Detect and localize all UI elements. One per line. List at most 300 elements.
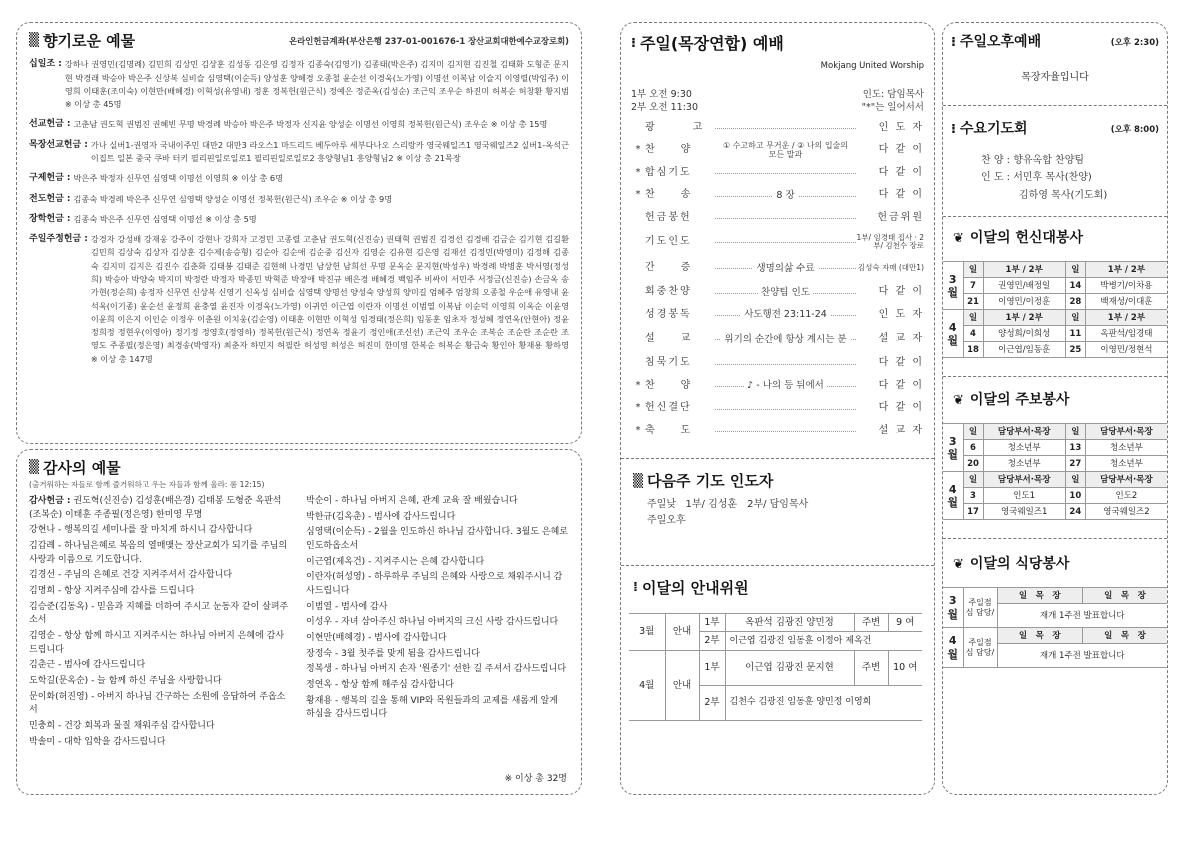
offering-names-text: 김종숙 박은주 신무연 심영택 이명선 [73, 213, 203, 224]
devotion-assignee: 백재성/이대훈 [1085, 294, 1167, 310]
worship-person: 설 교 자 [878, 333, 924, 345]
bulletin-month: 4월 [943, 472, 963, 520]
offering-panel [16, 22, 582, 444]
guides-section [621, 565, 934, 721]
offering-names-text: 강하나 권영민(김명례) 김민희 김상민 김상훈 김성동 김은영 김정자 김종숙(김영기) 김종태(박은주) 김지미 김지현 김진철 김태화 도형준 문지현 박경래 박승아 박은주 신상복 심비슬 심영택(이순득) 양성훈 양혜경 오종철 윤순선 이경욱(노가영) 이명선 이복남 이슬지 이영렬(박임주) 이영희 이태훈(조미숙) 이현만(배혜경) 이혁성(유영내) 정훈 정복헌(원근식) 정예은 정준옥(김성순) 조근익 조우순 하진미 허복순 허창환 황지범 [64, 59, 569, 96]
worship-item: 헌신결단 [645, 402, 692, 414]
offering-names [74, 118, 569, 131]
worship-order-row [631, 304, 924, 327]
worship-person: 다 같 이 [878, 189, 924, 201]
thanks-giver: 이범열 [306, 601, 333, 612]
section-marker-icon: ⁝ [951, 121, 954, 137]
worship-item: 회중찬양 [645, 286, 692, 298]
bulletin-header: 담당부서·목장 [1085, 472, 1167, 488]
offering-names-text: 가나 실버1-권영자 국내이주민 대만2 대만3 라오스1 마드리드 베두아루 세부다나오 스리랑카 영국웨일즈1 영국웨일즈2 실버1-옥석근 이집트 일본 중국 쿠바 터키 필리핀일로일로1 필리핀일로일로2 흥양형님1 흥양형님2 [90, 139, 569, 163]
thanks-message: - 범사에 감사합니다 [368, 633, 447, 644]
worship-order-row [631, 420, 924, 443]
standing-mark: * [635, 166, 641, 178]
worship-person: 1부/ 임경태 집사 · 2부/ 김천수 장로 [856, 232, 924, 251]
devotion-assignee: 옥판석/임경태 [1085, 326, 1167, 342]
worship-panel [620, 22, 935, 795]
worship-item: 합심기도 [645, 166, 692, 178]
worship-item: 설 교 [645, 333, 693, 345]
thanks-message: - 행복의 길을 통해 VIP와 목원들과의 교제를 새롭게 알게 하심을 감사드립니다 [306, 695, 558, 720]
devotion-assignee: 양성희/이희성 [983, 326, 1065, 342]
worship-person: 인 도 자 [878, 308, 924, 320]
standing-mark: * [635, 402, 641, 414]
worship-person: 다 같 이 [878, 402, 924, 414]
worship-order-row [631, 207, 924, 230]
worship-standing-note: "*"는 일어서서 [861, 102, 924, 114]
worship-item: 성경봉독 [645, 308, 692, 320]
thanks-giver: 민충희 [29, 721, 56, 732]
devotion-month: 3월 [943, 262, 963, 310]
dining-month-3: 3월 [943, 588, 963, 628]
worship-order-row [631, 397, 924, 420]
thanks-message: - 지켜주시는 은혜 감사합니다 [368, 556, 485, 567]
thanks-message: - 범사에 감사 [334, 601, 388, 612]
wednesday-title: 수요기도회 [959, 121, 1028, 138]
thanks-message: - 늘 함께 하신 주님을 사랑합니다 [91, 676, 222, 687]
worship-content: 사도행전 23:11-24 [741, 308, 830, 321]
leaf-icon: ❦ [953, 393, 964, 409]
bulletin-header: 담당부서·목장 [983, 472, 1065, 488]
offering-names [65, 58, 569, 111]
bulletin-title-row [953, 391, 1167, 411]
thanks-giver: 박순이 [306, 496, 333, 507]
guides-title: 이달의 안내위원 [641, 578, 749, 597]
thanks-giver: 김명희 [29, 586, 56, 597]
thanks-item [306, 632, 569, 646]
worship-leader: 인도: 담임목사 [862, 88, 924, 100]
guides-month-4: 4월 [629, 650, 665, 720]
thanks-list-right [306, 495, 569, 751]
thanks-item [306, 526, 569, 553]
thanks-message: - 하루하루 주님의 은혜와 사랑으로 채워주시니 감사드립니다 [306, 572, 563, 597]
offering-count: ※ 이상 총 5명 [205, 213, 257, 224]
thanks-list-left [29, 495, 292, 751]
offering-count: ※ 이상 총 9명 [340, 193, 393, 204]
section-marker-icon: ⁝ [951, 34, 954, 50]
worship-person: 다 같 이 [878, 379, 924, 391]
thanks-panel [16, 449, 582, 795]
dining-header: 일 목 장 [997, 588, 1082, 604]
guides-week-label: 주변 [854, 650, 888, 685]
worship-order-row [631, 281, 924, 304]
bulletin-day: 24 [1065, 504, 1085, 520]
offering-names [74, 193, 569, 206]
thanks-message: - 3월 첫주를 맞게 됨을 감사드립니다 [334, 648, 480, 659]
offering-names [74, 213, 569, 226]
worship-order-row [631, 326, 924, 352]
bulletin-header: 담당부서·목장 [983, 424, 1065, 440]
guides-role-4: 안내 [665, 650, 699, 720]
thanks-item [306, 601, 569, 615]
thanks-count: ※ 이상 총 32명 [504, 774, 567, 785]
offering-names-text: 고춘남 권도혁 권범진 권혜빈 무명 박경례 박승아 박은주 박정자 신지윤 양성순 이명선 이영희 정복헌(원근식) 조우순 [73, 119, 489, 130]
bulletin-day: 13 [1065, 440, 1085, 456]
devotion-day: 28 [1065, 294, 1085, 310]
guides-m3-count: 9 여 [888, 613, 922, 631]
offering-label: 장학헌금 : [29, 213, 71, 224]
right-panel [942, 22, 1168, 795]
guides-table [629, 613, 922, 721]
bulletin-day: 10 [1065, 488, 1085, 504]
section-marker-icon: ⁞ [633, 579, 636, 595]
thanks-giver: 도학길(문옥순) [29, 676, 89, 687]
devotion-day: 14 [1065, 278, 1085, 294]
thanks-giver: 강현나 [29, 525, 56, 536]
worship-order-row [631, 229, 924, 255]
wednesday-time: (오후 8:00) [1110, 124, 1159, 135]
thanks-item [29, 630, 292, 657]
thanks-message: - 항상 지켜주심에 감사를 드립니다 [57, 586, 195, 597]
thanks-message: - 범사에 감사드립니다 [368, 511, 456, 522]
thanks-message: - 범사에 감사드립니다 [57, 660, 146, 671]
section-marker-icon: ⁝ [631, 36, 634, 52]
next-prayer-title-row [633, 471, 922, 492]
thanks-giver: 김승준(김동옥) [29, 601, 89, 612]
thanks-message: - 믿음과 지혜를 더하여 주시고 눈동자 같이 살펴주소서 [29, 601, 289, 626]
section-marker-icon: ▒ [29, 460, 37, 476]
devotion-day: 11 [1065, 326, 1085, 342]
worship-person: 다 같 이 [878, 357, 924, 369]
thanks-giver: 이란자(허성영) [306, 572, 366, 583]
worship-order-row [631, 184, 924, 207]
thanks-message: - 2월을 인도하신 하나님 감사합니다. 3월도 은혜로 인도하옵소서 [306, 527, 568, 552]
bulletin-day: 27 [1065, 456, 1085, 472]
worship-title-row [631, 33, 924, 56]
thanks-message: - 하나님은혜로 복음의 열매맺는 장산교회가 되기를 주님의 사랑과 이름으로 기도합니다. [29, 541, 288, 565]
worship-person: 설 교 자 [878, 424, 924, 436]
thanks-giver: 정연옥 [306, 680, 333, 691]
guides-m4-part2-names: 김천수 김광진 임동훈 양민정 이영희 [725, 685, 922, 720]
worship-person: 다 같 이 [878, 286, 924, 298]
thanks-message: - 항상 함께 하시고 지켜주시는 하나님 아버지 은혜에 감사드립니다 [29, 631, 285, 655]
wednesday-praise: 찬 양 : 향유옥합 찬양팀 [981, 154, 1085, 166]
devotion-day: 18 [963, 342, 983, 358]
thanks-giver: 황재용 [306, 695, 333, 706]
offering-label: 주일주정헌금 : [29, 234, 88, 245]
bulletin-day: 17 [963, 504, 983, 520]
guides-part-2: 2부 [699, 632, 725, 650]
worship-person: 헌금위원 [877, 211, 924, 223]
worship-content: 8 장 [773, 189, 797, 202]
worship-subtitle: Mokjang United Worship [820, 60, 924, 71]
dining-table [943, 587, 1167, 668]
dining-m4-value: 재개 1주전 발표합니다 [997, 644, 1167, 668]
worship-item: 찬 송 [645, 189, 693, 201]
devotion-assignee: 이영민/이정훈 [983, 294, 1065, 310]
thanks-message: - 하나님 아버지 손자 '원종기' 선한 길 주셔서 감사드립니다 [334, 664, 567, 675]
offering-label: 구제헌금 : [29, 173, 71, 184]
thanks-item [29, 495, 292, 522]
offering-label: 전도헌금 : [29, 193, 71, 204]
offering-row [29, 213, 569, 226]
dining-header: 일 목 장 [1082, 628, 1167, 644]
standing-mark: * [635, 144, 641, 156]
devotion-title-row [953, 229, 1167, 249]
offering-label: 십일조 : [29, 59, 62, 70]
dining-header: 일 목 장 [1082, 588, 1167, 604]
bulletin-day: 3 [963, 488, 983, 504]
guides-title-row [633, 578, 922, 599]
bulletin-assignee: 인도1 [983, 488, 1065, 504]
thanks-giver: 박한규(김옥춘) [306, 511, 366, 522]
guides-m3-part1-names: 옥판석 김광진 양민정 [725, 613, 854, 631]
thanks-item [306, 511, 569, 525]
devotion-day: 21 [963, 294, 983, 310]
guides-m4-part1-names: 이근엽 김광진 문지현 [725, 650, 854, 685]
offering-count: ※ 이상 총 6명 [231, 173, 284, 184]
bulletin-header: 담당부서·목장 [1085, 424, 1167, 440]
offering-row [29, 118, 569, 131]
devotion-month: 4월 [943, 310, 963, 358]
devotion-day: 4 [963, 326, 983, 342]
section-marker-icon: ▒ [29, 33, 37, 49]
bulletin-month: 3월 [943, 424, 963, 472]
bulletin-assignee: 청소년부 [1085, 456, 1167, 472]
offering-count: ※ 이상 총 21목장 [396, 152, 461, 163]
bulletin-assignee: 청소년부 [983, 456, 1065, 472]
devotion-title: 이달의 헌신대봉사 [969, 230, 1083, 247]
thanks-giver: 박솔미 [29, 736, 56, 747]
worship-order-row [631, 162, 924, 185]
offering-list [29, 58, 569, 366]
thanks-item [29, 659, 292, 673]
standing-mark: * [635, 189, 641, 201]
leaf-icon: ❦ [953, 556, 964, 572]
thanks-item [29, 691, 292, 718]
offering-row [29, 233, 569, 366]
bulletin-assignee: 영국웨일즈1 [983, 504, 1065, 520]
offering-names [74, 172, 569, 185]
bulletin-assignee: 영국웨일즈2 [1085, 504, 1167, 520]
guides-m4-count: 10 여 [888, 650, 922, 685]
bulletin-assignee: 청소년부 [983, 440, 1065, 456]
bulletin-header: 일 [1065, 472, 1085, 488]
thanks-item [29, 736, 292, 750]
offering-label: 목장선교헌금 : [29, 139, 88, 150]
worship-item: 광 고 [645, 121, 705, 133]
thanks-item [306, 648, 569, 662]
thanks-message: - 대학 입학을 감사드립니다 [57, 736, 166, 747]
worship-order [631, 117, 924, 443]
offering-names [91, 233, 569, 366]
standing-mark: * [635, 379, 641, 391]
thanks-message: - 항상 함께 해주심 감사합니다 [334, 680, 454, 691]
bulletin-assignee: 인도2 [1085, 488, 1167, 504]
worship-content: 위기의 순간에 항상 계시는 분 [721, 333, 849, 346]
offering-row [29, 172, 569, 185]
thanks-giver: 김갑례 [29, 541, 56, 552]
online-account: 온라인헌금계좌(부산은행 237-01-001676-1 장산교회대한예수교장로회) [289, 35, 569, 46]
bulletin-day: 20 [963, 456, 983, 472]
thanks-item [29, 601, 292, 628]
thanks-verse: (출거워하는 자들로 함께 즐거워하고 우는 자들과 함께 울라: 롬 12:15) [29, 480, 265, 490]
devotion-assignee: 박병기/이차용 [1085, 278, 1167, 294]
worship-content: ① 수고하고 무거운 / ② 나의 입술의 모든 말과 [715, 142, 856, 160]
offering-count: ※ 이상 총 45명 [64, 99, 122, 110]
dining-label: 주일점심 담당/ [963, 588, 997, 628]
devotion-assignee: 권영민/배정일 [983, 278, 1065, 294]
devotion-header: 1부 / 2부 [983, 262, 1065, 278]
wednesday-title-row [951, 120, 1159, 140]
afternoon-title-row [951, 33, 1159, 53]
thanks-message: - 건강 회복과 물질 채워주심 감사합니다 [57, 721, 215, 732]
worship-item: 기도인도 [645, 236, 692, 248]
worship-order-row [631, 117, 924, 140]
bulletin-assignee: 청소년부 [1085, 440, 1167, 456]
worship-person: 다 같 이 [878, 144, 924, 156]
dining-month-4: 4월 [943, 628, 963, 668]
offering-count: ※ 이상 총 147명 [90, 353, 153, 364]
bulletin-header: 일 [963, 424, 983, 440]
thanks-item [306, 495, 569, 509]
bulletin-title: 이달의 주보봉사 [969, 392, 1070, 409]
worship-item: 찬 양 [645, 379, 693, 391]
devotion-day: 25 [1065, 342, 1085, 358]
thanks-giver: 김춘근 [29, 660, 56, 671]
worship-person: 다 같 이 [878, 166, 924, 178]
section-marker-icon: ▒ [633, 473, 641, 489]
thanks-item [29, 540, 292, 567]
thanks-giver: 정복생 [306, 664, 333, 675]
thanks-item [29, 524, 292, 538]
thanks-giver: 감사헌금 : [29, 496, 71, 507]
thanks-message: - 주님의 은혜로 건강 지켜주셔서 감사합니다 [57, 570, 233, 581]
thanks-item [306, 679, 569, 693]
offering-count: ※ 이상 총 15명 [490, 119, 548, 130]
devotion-header: 일 [1065, 310, 1085, 326]
dining-label: 주일점심 담당/ [963, 628, 997, 668]
offering-row [29, 193, 569, 206]
worship-person: 인 도 자 [878, 121, 924, 133]
guides-month-3: 3월 [629, 613, 665, 650]
next-prayer-afternoon-label: 주일오후 [647, 514, 686, 526]
offering-names-text: 박은주 박정자 신무연 심영택 이명선 이영희 [73, 173, 229, 184]
devotion-assignee: 이근엽/임동훈 [983, 342, 1065, 358]
devotion-table [943, 261, 1167, 358]
bulletin-header: 일 [1065, 424, 1085, 440]
devotion-header: 일 [1065, 262, 1085, 278]
dining-title-row [953, 555, 1167, 575]
afternoon-body: 목장자율입니다 [1021, 71, 1089, 83]
offering-row [29, 58, 569, 111]
thanks-message: - 자녀 삼아주신 하나님 아버지의 크신 사랑 감사드립니다 [334, 617, 559, 628]
thanks-item [306, 556, 569, 570]
guides-m3-part2-names: 이근엽 김광진 임동훈 이정아 제옥건 [725, 632, 922, 650]
afternoon-title: 주일오후예배 [959, 34, 1042, 50]
thanks-giver: 김영순 [29, 631, 56, 642]
guides-part-2: 2부 [699, 685, 725, 720]
thanks-giver: 심영택(이순득) [306, 527, 366, 538]
thanks-item [306, 695, 569, 722]
devotion-day: 7 [963, 278, 983, 294]
worship-content: 생명의삶 수료 [753, 262, 817, 275]
devotion-header: 일 [963, 262, 983, 278]
thanks-item [306, 616, 569, 630]
offering-names-text: 김종숙 박경례 박은주 신무연 심영택 양성순 이명선 정복헌(원근식) 조우순 [73, 193, 338, 204]
devotion-header: 1부 / 2부 [983, 310, 1065, 326]
next-prayer-section [621, 458, 934, 528]
worship-time-2: 2부 오전 11:30 [631, 102, 698, 114]
worship-item: 침묵기도 [645, 357, 692, 369]
offering-title-row [29, 31, 135, 52]
worship-order-row [631, 139, 924, 162]
thanks-giver: 이근엽(제옥건) [306, 556, 366, 567]
thanks-item [306, 571, 569, 598]
devotion-header: 일 [963, 310, 983, 326]
thanks-title: 감사의 예물 [43, 459, 121, 477]
worship-time-1: 1부 오전 9:30 [631, 88, 692, 100]
thanks-message: - 하나님 아버지 은혜, 관계 교육 잘 배웠습니다 [334, 496, 518, 507]
offering-names [91, 139, 569, 166]
guides-week-label: 주변 [854, 613, 888, 631]
afternoon-time: (오후 2:30) [1110, 37, 1159, 48]
devotion-assignee: 이영민/정현석 [1085, 342, 1167, 358]
thanks-item [306, 663, 569, 677]
thanks-message: - 아버지 하나님 간구하는 소원에 응답하여 주옵소서 [29, 691, 286, 716]
next-prayer-day-label: 주일낮 [647, 498, 676, 510]
thanks-giver: 김경선 [29, 570, 56, 581]
worship-item: 헌금봉헌 [645, 211, 692, 223]
worship-order-row [631, 375, 924, 398]
wednesday-leader: 인 도 : 서민후 목사(찬양) [981, 172, 1092, 184]
dining-title: 이달의 식당봉사 [969, 556, 1070, 573]
bulletin-day: 6 [963, 440, 983, 456]
thanks-giver: 이성우 [306, 617, 333, 628]
leaf-icon: ❦ [953, 231, 964, 247]
offering-title: 향기로운 예물 [43, 32, 136, 50]
worship-order-row [631, 255, 924, 281]
thanks-giver: 문이화(허진영) [29, 691, 89, 702]
next-prayer-title: 다음주 기도 인도자 [647, 472, 774, 491]
thanks-message: - 행복의길 세미나를 잘 마치게 하시니 감사합니다 [57, 525, 253, 536]
next-prayer-names: 1부/ 김성훈 2부/ 담임목사 [685, 498, 809, 510]
thanks-giver: 장정숙 [306, 648, 333, 659]
worship-title: 주일(목장연합) 예배 [639, 34, 784, 53]
offering-label: 선교헌금 : [29, 119, 71, 130]
dining-header: 일 목 장 [997, 628, 1082, 644]
worship-person: 김성숙 자매 (대만1) [857, 262, 924, 272]
worship-item: 간 증 [645, 262, 693, 274]
guides-role: 안내 [665, 613, 699, 650]
thanks-giver: 이현만(배혜경) [306, 633, 366, 644]
worship-content: 찬양팀 인도 [758, 286, 813, 299]
offering-row [29, 139, 569, 166]
worship-content: ♪ - 나의 등 뒤에서 [744, 379, 827, 392]
dining-m3-value: 재개 1주전 발표합니다 [997, 604, 1167, 628]
thanks-message: 권도혁(신진승) 김성훈(배은경) 김태봉 도형준 옥판석(조복순) 이태훈 주종필(정은영) 한미영 무명 [29, 496, 282, 520]
worship-item: 축 도 [645, 424, 693, 436]
thanks-item [29, 720, 292, 734]
bulletin-header: 일 [963, 472, 983, 488]
worship-item: 찬 양 [645, 144, 693, 156]
wednesday-leader-2: 김하영 목사(기도회) [1019, 189, 1108, 201]
standing-mark: * [635, 424, 641, 436]
offering-names-text: 강경자 강성배 강재웅 강주이 강현나 강희자 고경민 고종렬 고춘남 권도혁(신진승) 권태혁 권범진 김경선 김경배 김금순 김기현 김길환 김민희 김상숙 김상자 김상훈 김수제(송승형) 김순아 김순애 김순중 김신자 김영순 김유현 김은영 김재선 김정민(박영미) 김정해 김종숙 김지미 김지은 김진수 김춘화 김태봉 김태준 김현해 나경민 남상헌 남희선 무명 문옥순 문지현(박성우) 박경례 박병훈 박서영(정성희) 박승아 박양숙 박지미 박정란 박정자 박종민 박혁준 박장애 박진규 배은경 배혜경 백임주 비싸이 서민주 서정금(신진승) 손금옥 송가현(정순희) 송정자 신무연 신상복 신영기 신옥성 심비슬 심영택 양명선 양성숙 양성희 양미길 엄혜주 엄창희 오종철 우순애 유영내 윤석옥(이기종) 윤순선 윤정희 윤충열 윤진자 이경욱(노가영) 이귀연 이근엽 이란자 이명선 이범열 이복남 이순덕 이영희 이옥순 이윤영 이윤희 이은지 이인순 이정우 이춘원 이치웅(김순영) 이태훈 이현만 이혁성 임경태(정은희) 임동훈 임초자 정성혜 정연옥(안현아) 정윤 정희정 정현우(이영아) 정기정 정영호(정영하) 정복헌(원근식) 정연옥 정윤기 정인애(조신선) 조근익 조우순 조복순 조순란 조순란 조영도 주종필(정은영) 최경송(박영자) 최춘자 하민지 허필란 허성영 허성은 허진미 한미영 한복순 허복순 황금숙 황인아 황재용 황하영 [90, 234, 569, 351]
bulletin-table [943, 423, 1167, 520]
thanks-item [29, 585, 292, 599]
thanks-title-row [29, 458, 569, 479]
worship-order-row [631, 352, 924, 375]
guides-part-1: 1부 [699, 650, 725, 685]
guides-part-1: 1부 [699, 613, 725, 631]
devotion-header: 1부 / 2부 [1085, 262, 1167, 278]
thanks-item [29, 675, 292, 689]
devotion-header: 1부 / 2부 [1085, 310, 1167, 326]
